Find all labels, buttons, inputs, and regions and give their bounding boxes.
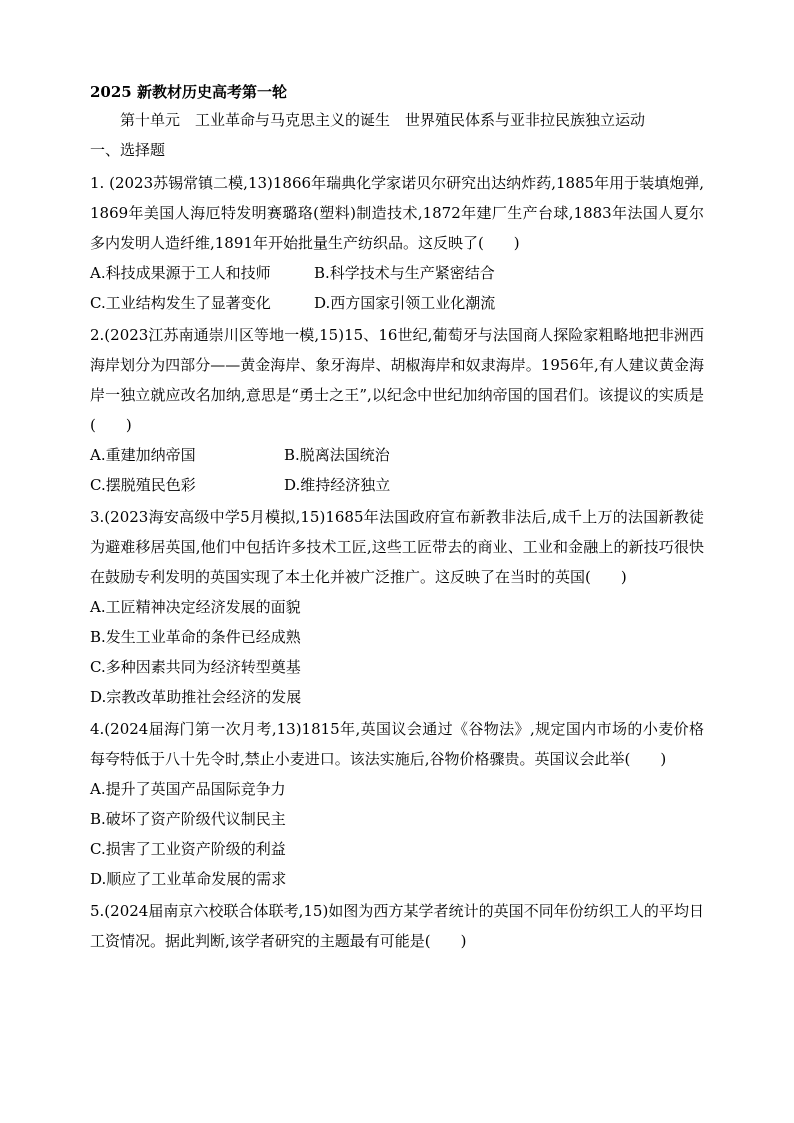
option-d: D.西方国家引领工业化潮流 [314, 294, 496, 312]
option-b: B.发生工业革命的条件已经成熟 [90, 628, 301, 646]
option-d: D.顺应了工业革命发展的需求 [90, 870, 287, 888]
question-4 [90, 714, 704, 894]
question-stem: 2.(2023江苏南通崇川区等地一模,15)15、16世纪,葡萄牙与法国商人探险家粗略地把非洲西海岸划分为四部分——黄金海岸、象牙海岸、胡椒海岸和奴隶海岸。1956年,有人建议黄金海岸一独立就应改名加纳,意思是“勇士之王”,以纪念中世纪加纳帝国的国君们。该提议的实质是( ) [90, 326, 704, 434]
option-a: A.工匠精神决定经济发展的面貌 [90, 598, 301, 616]
question-5 [90, 896, 704, 956]
option-c: C.摆脱殖民色彩 [90, 476, 196, 494]
question-2 [90, 320, 704, 500]
question-stem: 4.(2024届海门第一次月考,13)1815年,英国议会通过《谷物法》,规定国内市场的小麦价格每夸特低于八十先令时,禁止小麦进口。该法实施后,谷物价格骤贵。英国议会此举( ) [90, 720, 704, 768]
options [90, 440, 704, 500]
unit-title: 第十单元 工业革命与马克思主义的诞生 世界殖民体系与亚非拉民族独立运动 [120, 111, 646, 129]
option-b: B.科学技术与生产紧密结合 [314, 264, 495, 282]
option-b: B.脱离法国统治 [284, 446, 390, 464]
option-a: A.重建加纳帝国 [90, 446, 196, 464]
question-1 [90, 168, 704, 318]
document-title: 2025 新教材历史高考第一轮 [90, 83, 287, 101]
option-a: A.科技成果源于工人和技师 [90, 264, 271, 282]
options [90, 258, 704, 318]
question-stem: 1. (2023苏锡常镇二模,13)1866年瑞典化学家诺贝尔研究出达纳炸药,1885年用于装填炮弹,1869年美国人海厄特发明赛璐珞(塑料)制造技术,1872年建厂生产台球,1883年法国人夏尔多内发明人造纤维,1891年开始批量生产纺织品。这反映了( ) [90, 174, 704, 252]
options [90, 774, 704, 894]
question-3 [90, 502, 704, 712]
option-a: A.提升了英国产品国际竞争力 [90, 780, 286, 798]
option-b: B.破坏了资产阶级代议制民主 [90, 810, 286, 828]
question-stem: 5.(2024届南京六校联合体联考,15)如图为西方某学者统计的英国不同年份纺织工人的平均日工资情况。据此判断,该学者研究的主题最有可能是( ) [90, 902, 704, 950]
question-stem: 3.(2023海安高级中学5月模拟,15)1685年法国政府宣布新教非法后,成千上万的法国新教徒为避难移居英国,他们中包括许多技术工匠,这些工匠带去的商业、工业和金融上的新技巧很快在鼓励专利发明的英国实现了本土化并被广泛推广。这反映了在当时的英国( ) [90, 508, 704, 586]
option-d: D.宗教改革助推社会经济的发展 [90, 688, 302, 706]
section-title: 一、选择题 [90, 141, 166, 159]
options [90, 592, 704, 712]
option-c: C.多种因素共同为经济转型奠基 [90, 658, 301, 676]
option-c: C.工业结构发生了显著变化 [90, 294, 271, 312]
option-d: D.维持经济独立 [284, 476, 391, 494]
option-c: C.损害了工业资产阶级的利益 [90, 840, 286, 858]
